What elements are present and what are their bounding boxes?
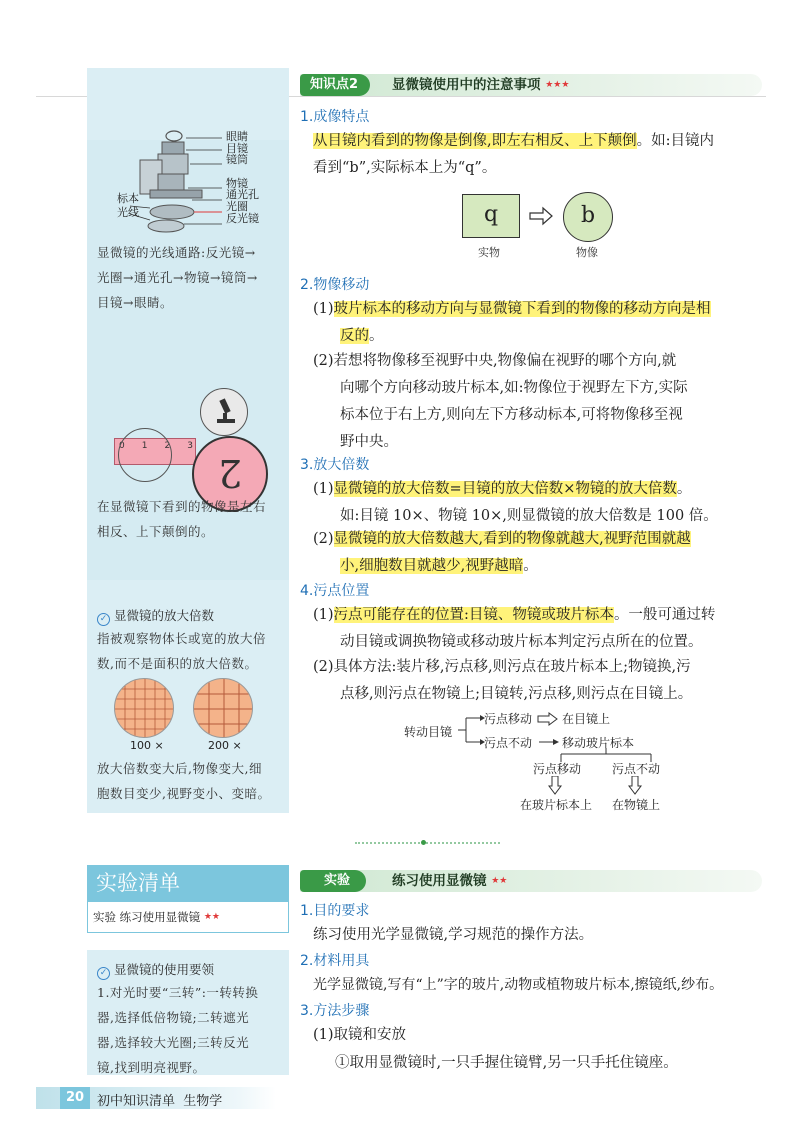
flow-b2: 污点不动 <box>612 762 661 776</box>
ruler-tick: 1 <box>141 441 148 451</box>
goal-text: 练习使用光学显微镜,学习规范的操作方法。 <box>313 927 594 943</box>
use-tip-title: ✓ 显微镜的使用要领 <box>97 960 214 980</box>
difficulty-stars: ★★★ <box>545 80 570 90</box>
method-step1a: ①取用显微镜时,一只手握住镜臂,另一只手托住镜座。 <box>335 1055 678 1071</box>
ruler-tick: 0 <box>119 441 125 451</box>
flow-down-arrow <box>548 776 562 796</box>
flow-arrow <box>538 737 560 747</box>
microscope-bubble-icon <box>200 388 248 436</box>
difficulty-stars: ★★ <box>203 912 220 922</box>
use-tip-text: 1.对光时要“三转”:一转转换 器,选择低倍物镜;二转遮光 器,选择较大光圈;三转反光 镜,找到明亮视野。 <box>97 985 259 1075</box>
flow-open-arrow <box>537 712 559 726</box>
right-arrow-icon <box>528 206 554 226</box>
image-circle: b <box>563 192 613 242</box>
light-path-note: 显微镜的光线通路:反光镜→ 光圈→通光孔→物镜→镜筒→ 目镜→眼睛。 <box>97 245 258 310</box>
method-step1: (1)取镜和安放 <box>313 1027 407 1043</box>
flow-b1: 污点移动 <box>533 762 582 776</box>
cells-note: 放大倍数变大后,物像变大,细 胞数目变少,视野变小、变暗。 <box>97 761 271 801</box>
heading-magnification: 3.放大倍数 <box>300 457 370 473</box>
section-tag: 知识点2 <box>300 74 370 96</box>
inverted-digit: 2 <box>217 451 243 495</box>
stain-p2: (2)具体方法:装片移,污点移,则污点在玻片标本上;物镜换,污 点移,则污点在物镜上;目镜转,污点移,则污点在目镜上。 <box>313 659 693 702</box>
magnification-p2: (2)显微镜的放大倍数越大,看到的物像就越大,视野范围就越 小,细胞数目就越少,视野越暗。 <box>313 531 691 574</box>
experiment-tag: 实验 <box>300 870 366 892</box>
flow-start: 转动目镜 <box>404 725 453 739</box>
flow-down-arrow <box>628 776 642 796</box>
checklist-title: 实验清单 <box>87 865 289 901</box>
heading-movement: 2.物像移动 <box>300 277 370 293</box>
flow-b1-result: 在玻片标本上 <box>520 798 593 812</box>
heading-imaging: 1.成像特点 <box>300 109 370 125</box>
heading-goal: 1.目的要求 <box>300 903 370 919</box>
mag-tip-text: 指被观察物体长或宽的放大倍 数,而不是面积的放大倍数。 <box>97 631 267 671</box>
movement-p2: (2)若想将物像移至视野中央,物像偏在视野的哪个方向,就 向哪个方向移动玻片标本,如:物像位于视野左下方,实际 标本位于右上方,则向左下方移动标本,可将物像移至视 野中央。 <box>313 353 688 450</box>
field-of-view-circle <box>118 428 172 482</box>
caption-image: 物像 <box>576 246 598 259</box>
magnification-p1: (1)显微镜的放大倍数=目镜的放大倍数×物镜的放大倍数。 如:目镜 10×、物镜 10×,则显微镜的放大倍数是 100 倍。 <box>313 481 718 524</box>
heading-stain: 4.污点位置 <box>300 583 370 599</box>
check-icon: ✓ <box>97 613 110 626</box>
page-number: 20 <box>60 1087 90 1109</box>
ruler-tick: 3 <box>187 441 193 451</box>
footer-title: 初中知识清单 生物学 <box>97 1094 223 1109</box>
caption-real: 实物 <box>478 246 500 259</box>
cells-100x-figure <box>114 678 174 738</box>
stain-p1: (1)污点可能存在的位置:目镜、物镜或玻片标本。一般可通过转 动目镜或调换物镜或移动玻片标本判定污点所在的位置。 <box>313 607 716 650</box>
imaging-text: 从目镜内看到的物像是倒像,即左右相反、上下颠倒。如:目镜内 看到“b”,实际标本上为“q”。 <box>313 133 714 176</box>
microscope-labels: 眼睛 目镜 镜筒 物镜 通光孔 光圈 反光镜 <box>226 130 259 225</box>
heading-method: 3.方法步骤 <box>300 1003 370 1019</box>
checklist-item: 实验 练习使用显微镜 ★★ <box>87 901 289 933</box>
cells-200x-figure <box>193 678 253 738</box>
experiment-title: 练习使用显微镜 ★★ <box>392 873 508 889</box>
material-text: 光学显微镜,写有“上”字的玻片,动物或植物玻片标本,擦镜纸,纱布。 <box>313 977 724 993</box>
inverted-image-note: 在显微镜下看到的物像是左右 相反、上下颠倒的。 <box>97 499 267 539</box>
real-specimen-box: q <box>462 194 520 238</box>
heading-material: 2.材料用具 <box>300 953 370 969</box>
microscope-left-labels: 标本 光线 <box>117 192 139 219</box>
flow-a1-result: 在目镜上 <box>562 712 611 726</box>
mag-tip-title: ✓ 显微镜的放大倍数 <box>97 606 214 626</box>
difficulty-stars: ★★ <box>491 876 508 886</box>
ruler-tick: 2 <box>164 441 171 451</box>
divider-dot <box>421 840 426 845</box>
movement-p1: (1)玻片标本的移动方向与显微镜下看到的物像的移动方向是相 反的。 <box>313 301 711 344</box>
experiment-header-bar <box>300 870 762 892</box>
flow-b2-result: 在物镜上 <box>612 798 661 812</box>
flow-a1: 污点移动 <box>484 712 533 726</box>
section-title: 显微镜使用中的注意事项 ★★★ <box>392 77 570 93</box>
cells-100x-label: 100 × <box>130 739 164 752</box>
flow-a2-next: 移动玻片标本 <box>562 736 635 750</box>
section-divider <box>355 842 500 844</box>
flow-a2: 污点不动 <box>484 736 533 750</box>
check-icon: ✓ <box>97 967 110 980</box>
cells-200x-label: 200 × <box>208 739 242 752</box>
